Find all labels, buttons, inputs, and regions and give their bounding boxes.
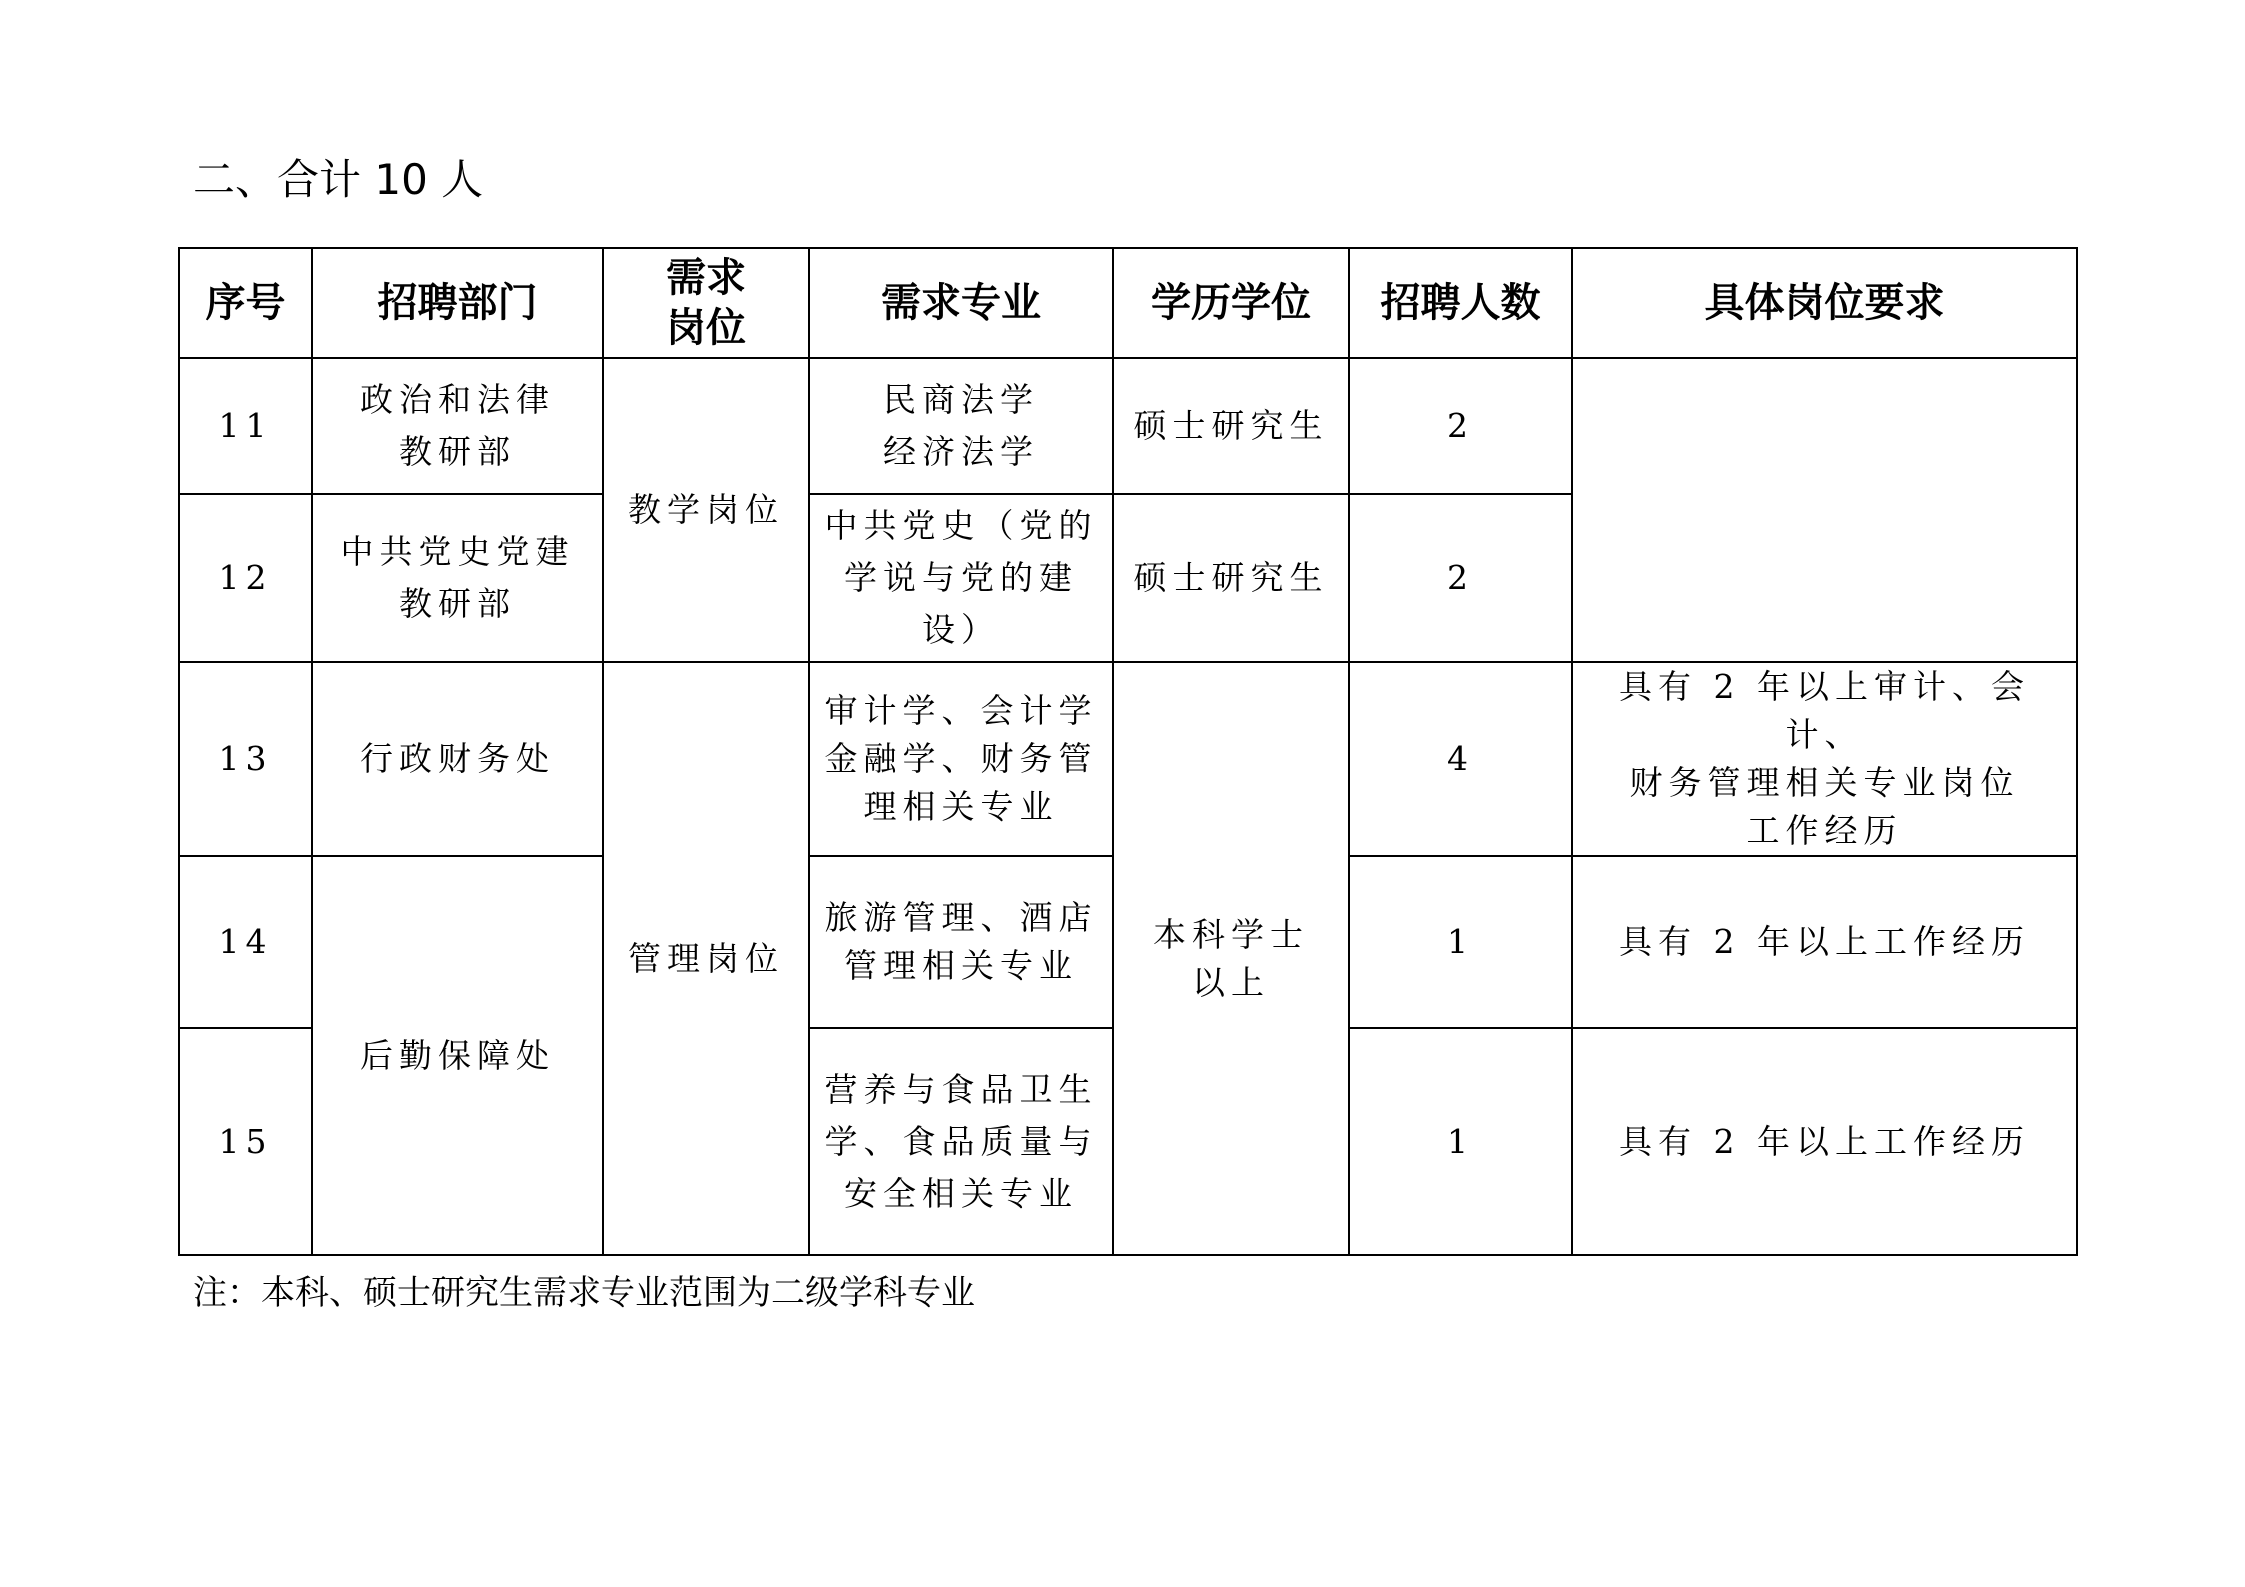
row-major: 旅游管理、酒店 管理相关专业 bbox=[809, 856, 1113, 1028]
merged-undergrad-degree: 本科学士 以上 bbox=[1113, 662, 1349, 1255]
header-requirements: 具体岗位要求 bbox=[1572, 248, 2077, 358]
row-department: 政治和法律 教研部 bbox=[312, 358, 603, 494]
row-major: 民商法学 经济法学 bbox=[809, 358, 1113, 494]
row-index: 11 bbox=[179, 358, 312, 494]
row-count: 1 bbox=[1349, 1028, 1572, 1255]
merged-teaching-position: 教学岗位 bbox=[603, 358, 809, 662]
row-department: 中共党史党建 教研部 bbox=[312, 494, 603, 662]
header-degree: 学历学位 bbox=[1113, 248, 1349, 358]
row-degree: 硕士研究生 bbox=[1113, 358, 1349, 494]
table-header-row bbox=[179, 248, 2077, 358]
row-department: 行政财务处 bbox=[312, 662, 603, 856]
row-index: 13 bbox=[179, 662, 312, 856]
row-count: 2 bbox=[1349, 358, 1572, 494]
row-major: 营养与食品卫生 学、食品质量与 安全相关专业 bbox=[809, 1028, 1113, 1255]
row-requirements: 具有 2 年以上审计、会计、 财务管理相关专业岗位 工作经历 bbox=[1572, 662, 2077, 856]
row-requirements: 具有 2 年以上工作经历 bbox=[1572, 1028, 2077, 1255]
row-index: 12 bbox=[179, 494, 312, 662]
merged-logistics-department: 后勤保障处 bbox=[312, 856, 603, 1255]
row-major: 审计学、会计学 金融学、财务管 理相关专业 bbox=[809, 662, 1113, 856]
row-count: 2 bbox=[1349, 494, 1572, 662]
section-heading: 二、合计 10 人 bbox=[193, 155, 484, 204]
header-count: 招聘人数 bbox=[1349, 248, 1572, 358]
header-index: 序号 bbox=[179, 248, 312, 358]
row-degree: 硕士研究生 bbox=[1113, 494, 1349, 662]
row-count: 1 bbox=[1349, 856, 1572, 1028]
table-row bbox=[179, 358, 2077, 494]
recruitment-table bbox=[178, 247, 2078, 1256]
footnote: 注：本科、硕士研究生需求专业范围为二级学科专业 bbox=[193, 1273, 975, 1313]
header-major: 需求专业 bbox=[809, 248, 1113, 358]
row-requirements: 具有 2 年以上工作经历 bbox=[1572, 856, 2077, 1028]
row-index: 15 bbox=[179, 1028, 312, 1255]
row-count: 4 bbox=[1349, 662, 1572, 856]
header-position: 需求 岗位 bbox=[603, 248, 809, 358]
merged-requirements-empty bbox=[1572, 358, 2077, 662]
table-row bbox=[179, 662, 2077, 856]
row-major: 中共党史（党的 学说与党的建 设） bbox=[809, 494, 1113, 662]
merged-management-position: 管理岗位 bbox=[603, 662, 809, 1255]
header-department: 招聘部门 bbox=[312, 248, 603, 358]
row-index: 14 bbox=[179, 856, 312, 1028]
